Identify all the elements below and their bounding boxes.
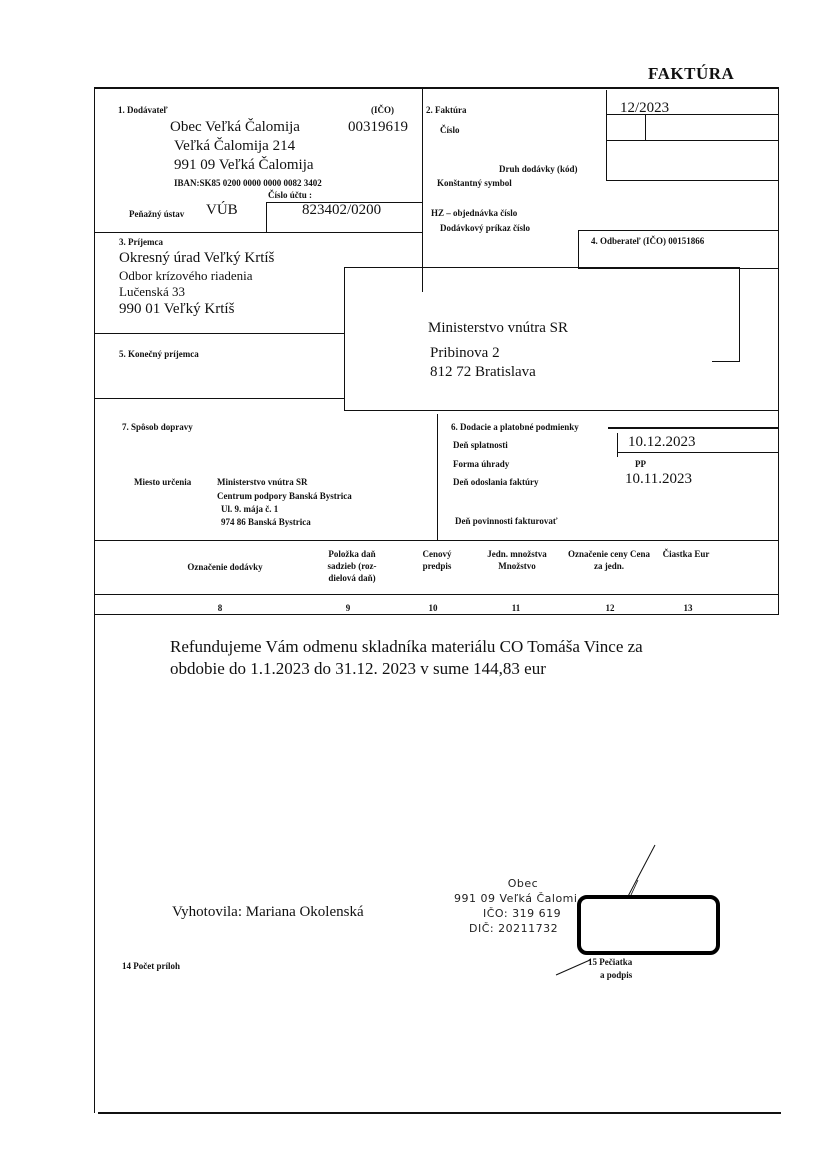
stamp-signature-label2: a podpis bbox=[600, 970, 633, 980]
stamp-line1: Obec bbox=[507, 877, 539, 890]
columns-bottom-line bbox=[94, 614, 778, 615]
dispatch-order-label: Dodávkový príkaz číslo bbox=[440, 223, 531, 233]
attachments-label: 14 Počet príloh bbox=[122, 961, 180, 971]
customer-top-line bbox=[578, 230, 778, 231]
supplier-ico-label: (IČO) bbox=[371, 105, 394, 115]
customer-label: 4. Odberateľ (IČO) 00151866 bbox=[591, 236, 705, 246]
destination-line1: Ministerstvo vnútra SR bbox=[217, 477, 308, 487]
recipient-line3: Lučenská 33 bbox=[119, 284, 186, 299]
frame-top bbox=[94, 87, 779, 89]
columns-top-line bbox=[94, 540, 778, 541]
final-recipient-line bbox=[94, 333, 344, 334]
column-header-1: Označenie dodávky bbox=[187, 562, 263, 572]
recipient-line1: Okresný úrad Veľký Krtíš bbox=[119, 250, 275, 266]
customer-window-right bbox=[739, 267, 740, 361]
account-box-left bbox=[266, 202, 267, 232]
column-header-3: Cenový predpis bbox=[422, 549, 452, 571]
invoice-number: 12/2023 bbox=[620, 100, 670, 116]
destination-line2: Centrum podpory Banská Bystrica bbox=[217, 491, 352, 501]
supplier-iban: IBAN:SK85 0200 0000 0000 0082 3402 bbox=[174, 178, 322, 188]
column-number-4: 11 bbox=[511, 603, 521, 613]
due-date-label: Deň splatnosti bbox=[453, 440, 508, 450]
invoice-number-label: Číslo bbox=[440, 125, 460, 135]
column-number-2: 9 bbox=[345, 603, 351, 613]
column-number-1: 8 bbox=[217, 603, 223, 613]
customer-label-bottom bbox=[578, 268, 778, 269]
terms-top-line bbox=[608, 427, 778, 429]
frame-left bbox=[94, 87, 95, 1113]
constant-symbol-label: Konštantný symbol bbox=[437, 178, 512, 188]
customer-name: Ministerstvo vnútra SR bbox=[428, 320, 569, 336]
stamp-line2: 991 09 Veľká Čalomi bbox=[454, 892, 578, 905]
supplier-account: 823402/0200 bbox=[302, 202, 382, 218]
frame-bottom bbox=[98, 1112, 781, 1114]
due-date: 10.12.2023 bbox=[628, 434, 696, 450]
column-header-2: Položka daň sadzieb (roz-dielová daň) bbox=[327, 549, 377, 583]
customer-window-left bbox=[344, 267, 345, 410]
destination-line3: Ul. 9. mája č. 1 bbox=[221, 504, 279, 514]
supplier-bank: VÚB bbox=[206, 202, 238, 218]
payment-form-label: Forma úhrady bbox=[453, 459, 510, 469]
supplier-city: 991 09 Veľká Čalomija bbox=[174, 157, 314, 173]
customer-city: 812 72 Bratislava bbox=[430, 364, 536, 380]
supplier-name: Obec Veľká Čalomija bbox=[170, 119, 300, 135]
column-header-5: Označenie ceny Cena za jedn. bbox=[568, 549, 650, 571]
due-date-box-left bbox=[617, 433, 618, 457]
column-header-4: Jedn. množstva Množstvo bbox=[487, 549, 547, 571]
column-number-5: 12 bbox=[605, 603, 615, 613]
section-line-410 bbox=[344, 410, 778, 411]
supplier-street: Veľká Čalomija 214 bbox=[174, 138, 296, 154]
customer-window-top bbox=[344, 267, 740, 268]
order-number-label: HZ – objednávka číslo bbox=[431, 208, 518, 218]
destination-label: Miesto určenia bbox=[134, 477, 192, 487]
body-text-line1: Refundujeme Vám odmenu skladníka materiálu CO Tomáša Vince za bbox=[170, 637, 643, 656]
body-text-line2: obdobie do 1.1.2023 do 31.12. 2023 v sume 144,83 eur bbox=[170, 659, 546, 678]
customer-window-bracket bbox=[712, 361, 740, 362]
supplier-account-label: Číslo účtu : bbox=[268, 190, 313, 200]
sent-date: 10.11.2023 bbox=[625, 471, 692, 487]
supplier-ico: 00319619 bbox=[348, 119, 408, 135]
stamp-line3: IČO: 319 619 bbox=[483, 907, 562, 920]
transport-terms-divider bbox=[437, 414, 438, 540]
recipient-line2: Odbor krízového riadenia bbox=[119, 268, 253, 283]
payment-form: PP bbox=[635, 459, 646, 469]
invoice-label: 2. Faktúra bbox=[426, 105, 467, 115]
stamp-signature-label1: 15 Pečiatka bbox=[588, 957, 633, 967]
columns-mid-line bbox=[94, 594, 778, 595]
stamp-line4: DIČ: 20211732 bbox=[469, 922, 559, 935]
prepared-by: Vyhotovila: Mariana Okolenská bbox=[172, 904, 364, 920]
redaction-box bbox=[577, 895, 720, 955]
supplier-invoice-divider bbox=[422, 87, 423, 292]
invoice-box-line2 bbox=[606, 140, 778, 141]
frame-right bbox=[778, 87, 779, 615]
section-line-398 bbox=[94, 398, 344, 399]
column-number-6: 13 bbox=[683, 603, 693, 613]
recipient-top-line bbox=[94, 232, 422, 233]
destination-line4: 974 86 Banská Bystrica bbox=[221, 517, 311, 527]
delivery-type-label: Druh dodávky (kód) bbox=[499, 164, 578, 174]
terms-label: 6. Dodacie a platobné podmienky bbox=[451, 422, 579, 432]
invoice-box-left bbox=[606, 90, 607, 180]
recipient-label: 3. Príjemca bbox=[119, 237, 163, 247]
invoice-box-line3 bbox=[606, 180, 778, 181]
sent-date-label: Deň odoslania faktúry bbox=[453, 477, 539, 487]
recipient-line4: 990 01 Veľký Krtíš bbox=[119, 301, 235, 317]
tax-point-label: Deň povinnosti fakturovať bbox=[455, 516, 558, 526]
transport-label: 7. Spôsob dopravy bbox=[122, 422, 193, 432]
customer-street: Pribinova 2 bbox=[430, 345, 500, 361]
supplier-label: 1. Dodávateľ bbox=[118, 105, 168, 115]
invoice-box-mid bbox=[645, 114, 646, 140]
supplier-bank-label: Peňažný ústav bbox=[129, 209, 185, 219]
document-title: FAKTÚRA bbox=[648, 64, 735, 83]
column-header-6: Čiastka Eur bbox=[662, 549, 710, 559]
due-date-box-bottom bbox=[617, 452, 778, 453]
column-number-3: 10 bbox=[428, 603, 438, 613]
final-recipient-label: 5. Konečný príjemca bbox=[119, 349, 199, 359]
customer-label-left bbox=[578, 230, 579, 268]
